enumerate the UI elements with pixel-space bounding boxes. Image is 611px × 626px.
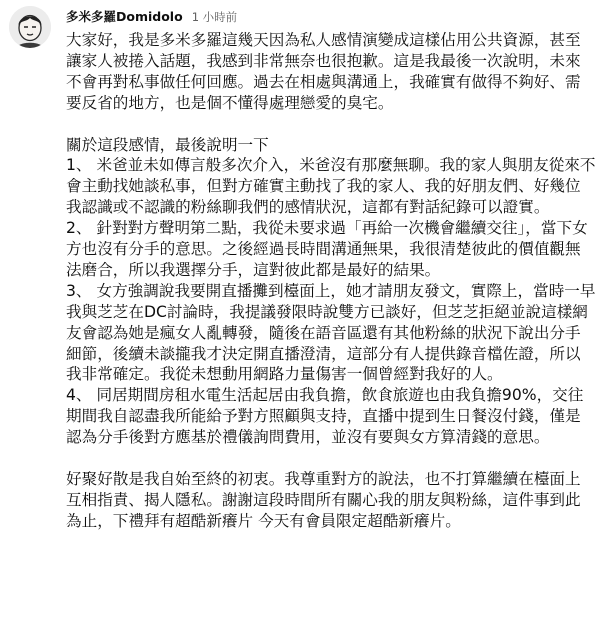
timestamp[interactable]: 1 小時前	[191, 10, 238, 24]
comment-paragraph: 大家好，我是多米多羅這幾天因為私人感情演變成這樣佔用公共資源，甚至讓家人被捲入話題，我感到非常無奈也很抱歉。這是我最後一次說明，未來不會再對私事做任何回應。過去在相處與溝通上，我確實有做得不夠好、需要反省的地方，也是個不懂得處理戀愛的臭宅。	[66, 31, 581, 112]
comment-paragraph: 3、 女方強調說我要開直播攤到檯面上，她才請朋友發文，實際上，當時一早我與芝芝在DC討論時，我提議發限時說雙方已談好，但芝芝拒絕並說這樣網友會認為她是瘋女人亂轉發，隨後在語音區還有其他粉絲的狀況下說出分手細節，後續未談攏我才決定開直播澄清，這部分有人提供錄音檔佐證，所以我非常確定。我從未想動用網路力量傷害一個曾經對我好的人。	[66, 281, 596, 384]
comment-paragraph: 好聚好散是我自始至終的初衷。我尊重對方的說法，也不打算繼續在檯面上互相指責、揭人隱私。謝謝這段時間所有關心我的朋友與粉絲，這件事到此為止，下禮拜有超酷新癢片 今天有會員限定超酷新癢片。	[66, 470, 581, 530]
comment-body	[66, 30, 596, 532]
comment-paragraph: 1、 米爸並未如傳言般多次介入，米爸沒有那麼無聊。我的家人與朋友從來不會主動找她談私事，但對方確實主動找了我的家人、我的好朋友們、好幾位我認識或不認識的粉絲聊我們的感情狀況，這都有對話紀錄可以證實。	[66, 156, 596, 217]
author-name[interactable]: 多米多羅Domidolo	[66, 9, 183, 24]
comment-paragraph: 關於這段感情，最後說明一下	[66, 135, 269, 154]
paragraph-gap	[66, 114, 596, 135]
comment-header	[66, 7, 237, 25]
comment-paragraph: 2、 針對對方聲明第二點，我從未要求過「再給一次機會繼續交往」，當下女方也沒有分手的意思。之後經過長時間溝通無果，我很清楚彼此的價值觀無法磨合，所以我選擇分手，這對彼此都是最好的結果。	[66, 219, 588, 279]
avatar-portrait-icon	[9, 6, 51, 48]
comment-paragraph: 4、 同居期間房租水電生活起居由我負擔，飲食旅遊也由我負擔90%，交往期間我自認盡我所能給予對方照顧與支持，直播中提到生日餐沒付錢，僅是認為分手後對方應基於禮儀詢問費用，並沒有要與女方算清錢的意思。	[66, 386, 584, 447]
avatar[interactable]	[9, 6, 51, 48]
paragraph-gap	[66, 448, 596, 469]
